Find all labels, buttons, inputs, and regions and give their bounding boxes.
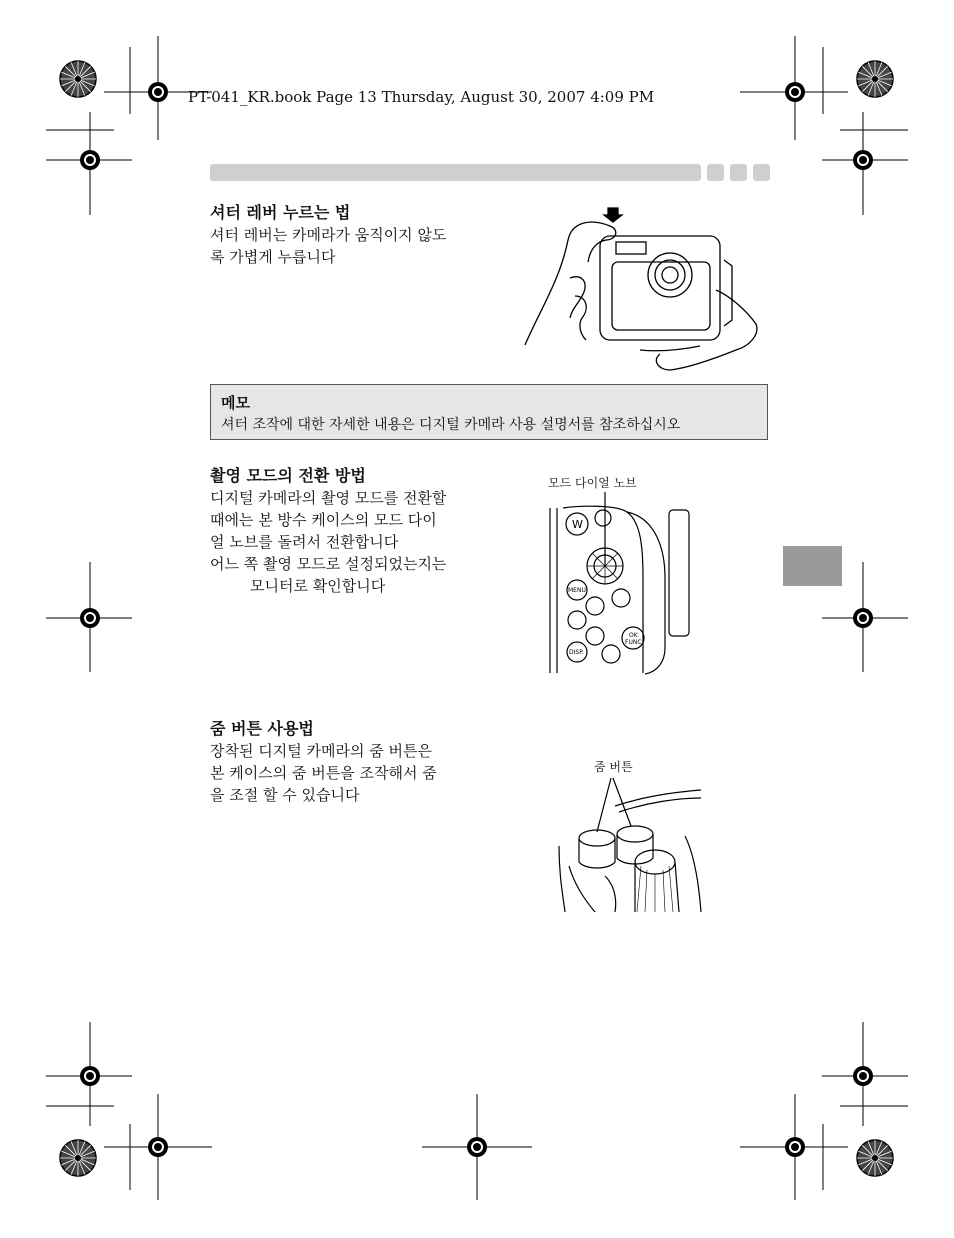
memo-box: [210, 384, 768, 440]
memo-title: 메모: [221, 394, 250, 412]
menu-button-label: MENU: [568, 587, 586, 594]
disp-button-label: DISP.: [569, 649, 584, 656]
header-square-3: [753, 164, 770, 181]
header-square-2: [730, 164, 747, 181]
shutter-line-2: 록 가볍게 누릅니다: [210, 248, 336, 266]
w-button-label: W: [572, 518, 583, 531]
shutter-section-body: [210, 224, 446, 268]
zoom-line-1: 장착된 디지털 카메라의 줌 버튼은: [210, 742, 432, 760]
chapter-side-tab: [783, 546, 842, 586]
crop-lines: [46, 36, 908, 1200]
func-button-label: FUNC: [625, 639, 642, 646]
mode-line-2: 때에는 본 방수 케이스의 모드 다이: [210, 511, 437, 529]
mode-section-title: 촬영 모드의 전환 방법: [210, 466, 366, 485]
camera-hands-illustration: [520, 200, 770, 380]
mode-line-4: 어느 쪽 촬영 모드로 설정되었는지는: [210, 555, 447, 573]
section-header-bar: [210, 164, 701, 181]
zoom-button-illustration: [555, 776, 705, 916]
mode-dial-illustration: [545, 488, 695, 678]
shutter-line-1: 셔터 레버는 카메라가 움직이지 않도: [210, 226, 447, 244]
mode-dial-caption: 모드 다이얼 노브: [548, 476, 637, 490]
mode-line-3: 얼 노브를 돌려서 전환합니다: [210, 533, 399, 551]
zoom-section-title: 줌 버튼 사용법: [210, 719, 314, 738]
mode-line-5: 모니터로 확인합니다: [250, 577, 386, 595]
zoom-line-3: 을 조절 할 수 있습니다: [210, 786, 360, 804]
mode-section-body: [210, 487, 446, 597]
mode-line-1: 디지털 카메라의 촬영 모드를 전환할: [210, 489, 447, 507]
ok-button-label: OK: [629, 632, 638, 639]
zoom-section-body: [210, 740, 437, 806]
header-square-1: [707, 164, 724, 181]
zoom-line-2: 본 케이스의 줌 버튼을 조작해서 줌: [210, 764, 437, 782]
zoom-button-caption: 줌 버튼: [594, 760, 633, 774]
book-header-line: PT-041_KR.book Page 13 Thursday, August 30, 2007 4:09 PM: [188, 88, 655, 106]
memo-text: 셔터 조작에 대한 자세한 내용은 디지털 카메라 사용 설명서를 참조하십시오: [221, 417, 681, 433]
shutter-section-title: 셔터 레버 누르는 법: [210, 203, 351, 222]
